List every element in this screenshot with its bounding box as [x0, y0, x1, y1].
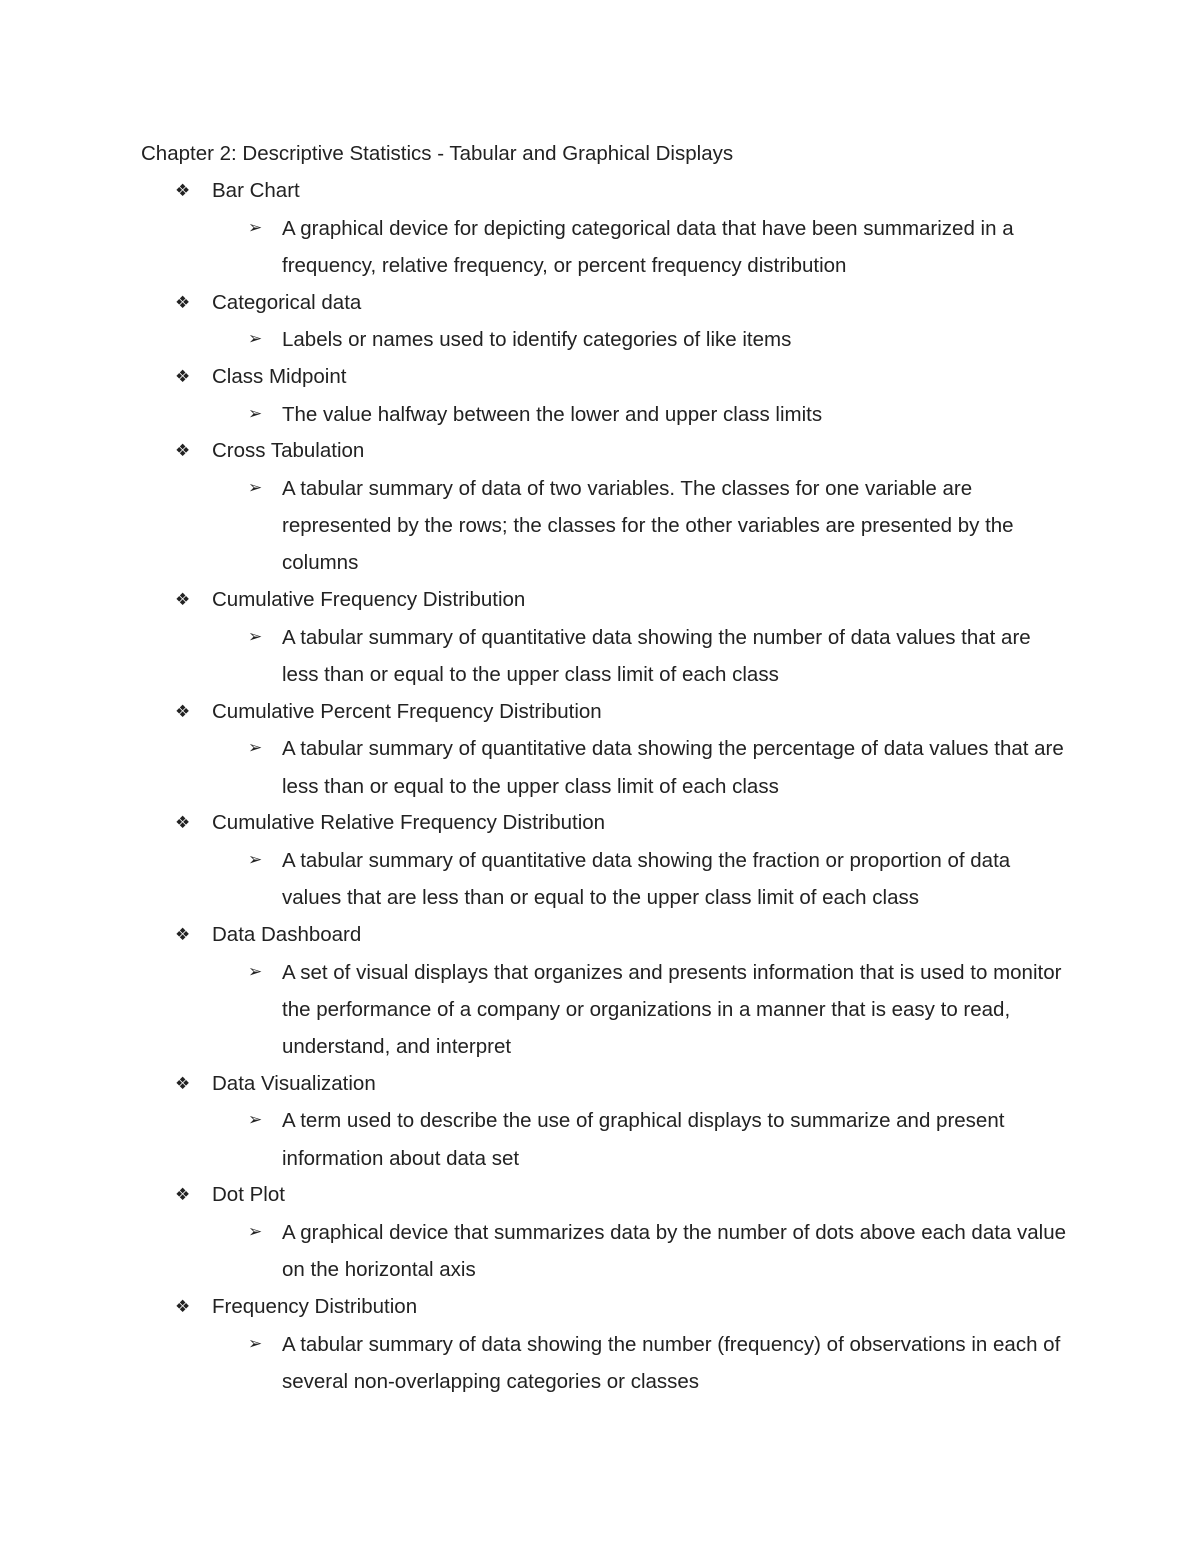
term-definition	[248, 954, 1072, 1070]
arrow-bullet-icon: ➢	[248, 1333, 263, 1354]
diamond-bullet-icon: ❖	[175, 813, 191, 834]
term-label: Cumulative Percent Frequency Distribution	[212, 699, 602, 723]
term-label: Cumulative Relative Frequency Distribution	[212, 811, 606, 835]
definition-text: A set of visual displays that organizes and presents information that is used to monitor the performance of a company or organizations in a manner that is easy to read, understand, and interpret	[282, 960, 1062, 1058]
glossary-item	[0, 177, 1200, 289]
term-definition	[248, 842, 1072, 921]
glossary-item	[0, 809, 1200, 921]
term-label: Bar Chart	[212, 179, 300, 202]
diamond-bullet-icon: ❖	[175, 701, 191, 722]
arrow-bullet-icon: ➢	[248, 1110, 263, 1131]
page-title: Chapter 2: Descriptive Statistics - Tabular and Graphical Displays	[141, 142, 734, 165]
arrow-bullet-icon: ➢	[248, 961, 263, 982]
definition-text: A tabular summary of data of two variables. The classes for one variable are represented by the rows; the classes for the other variables are presented by the columns	[282, 476, 1014, 575]
glossary-item	[0, 698, 1200, 810]
term-label: Class Midpoint	[212, 364, 347, 388]
arrow-bullet-icon: ➢	[248, 849, 263, 870]
term-definition	[248, 1102, 1072, 1181]
term-label: Frequency Distribution	[212, 1294, 418, 1318]
arrow-bullet-icon: ➢	[248, 217, 263, 238]
term-label: Dot Plot	[212, 1183, 285, 1207]
term-definition	[248, 619, 1072, 698]
term-definition	[248, 730, 1072, 809]
diamond-bullet-icon: ❖	[175, 1073, 191, 1094]
diamond-bullet-icon: ❖	[175, 441, 191, 462]
arrow-bullet-icon: ➢	[248, 403, 263, 424]
definition-text: The value halfway between the lower and upper class limits	[282, 402, 823, 426]
definition-text: A tabular summary of quantitative data showing the number of data values that are less than or equal to the upper class limit of each class	[282, 625, 1031, 686]
definition-text: A tabular summary of quantitative data showing the fraction or proportion of data values that are less than or equal to the upper class limit of each class	[282, 848, 1011, 910]
definition-text: A tabular summary of data showing the number (frequency) of observations in each of several non-overlapping categories or classes	[282, 1332, 1061, 1393]
diamond-bullet-icon: ❖	[175, 181, 191, 201]
definition-text: A tabular summary of quantitative data showing the percentage of data values that are less than or equal to the upper class limit of each class	[282, 737, 1064, 798]
diamond-bullet-icon: ❖	[175, 924, 191, 945]
definition-text: A graphical device for depicting categorical data that have been summarized in a frequency, relative frequency, or percent frequency distribution	[282, 216, 1014, 277]
term-definition	[248, 396, 1072, 438]
term-definition	[248, 321, 1072, 363]
term-label: Cross Tabulation	[212, 439, 365, 463]
arrow-bullet-icon: ➢	[248, 1221, 263, 1242]
glossary-item	[0, 1181, 1200, 1293]
term-label: Cumulative Frequency Distribution	[212, 588, 526, 612]
diamond-bullet-icon: ❖	[175, 366, 191, 387]
arrow-bullet-icon: ➢	[248, 626, 263, 647]
term-label: Data Visualization	[212, 1071, 376, 1095]
definition-text: A term used to describe the use of graphical displays to summarize and present information about data set	[282, 1109, 1005, 1170]
glossary-item	[0, 1293, 1200, 1405]
term-label: Data Dashboard	[212, 922, 362, 946]
term-definition	[248, 1214, 1072, 1293]
glossary-item	[0, 1070, 1200, 1182]
diamond-bullet-icon: ❖	[175, 292, 191, 313]
term-label: Categorical data	[212, 290, 362, 314]
glossary-item	[0, 586, 1200, 698]
glossary-item	[0, 289, 1200, 363]
definition-text: A graphical device that summarizes data by the number of dots above each data value on the horizontal axis	[282, 1220, 1067, 1282]
glossary-item	[0, 921, 1200, 1070]
diamond-bullet-icon: ❖	[175, 1185, 191, 1206]
term-definition	[248, 470, 1072, 586]
term-definition	[248, 1326, 1072, 1405]
glossary-item	[0, 363, 1200, 437]
diamond-bullet-icon: ❖	[175, 590, 191, 611]
diamond-bullet-icon: ❖	[175, 1296, 191, 1317]
term-definition	[248, 210, 1072, 289]
definition-text: Labels or names used to identify categories of like items	[282, 328, 792, 352]
arrow-bullet-icon: ➢	[248, 738, 263, 759]
arrow-bullet-icon: ➢	[248, 329, 263, 350]
arrow-bullet-icon: ➢	[248, 477, 263, 498]
glossary-item	[0, 437, 1200, 586]
glossary-list	[0, 177, 1200, 1405]
